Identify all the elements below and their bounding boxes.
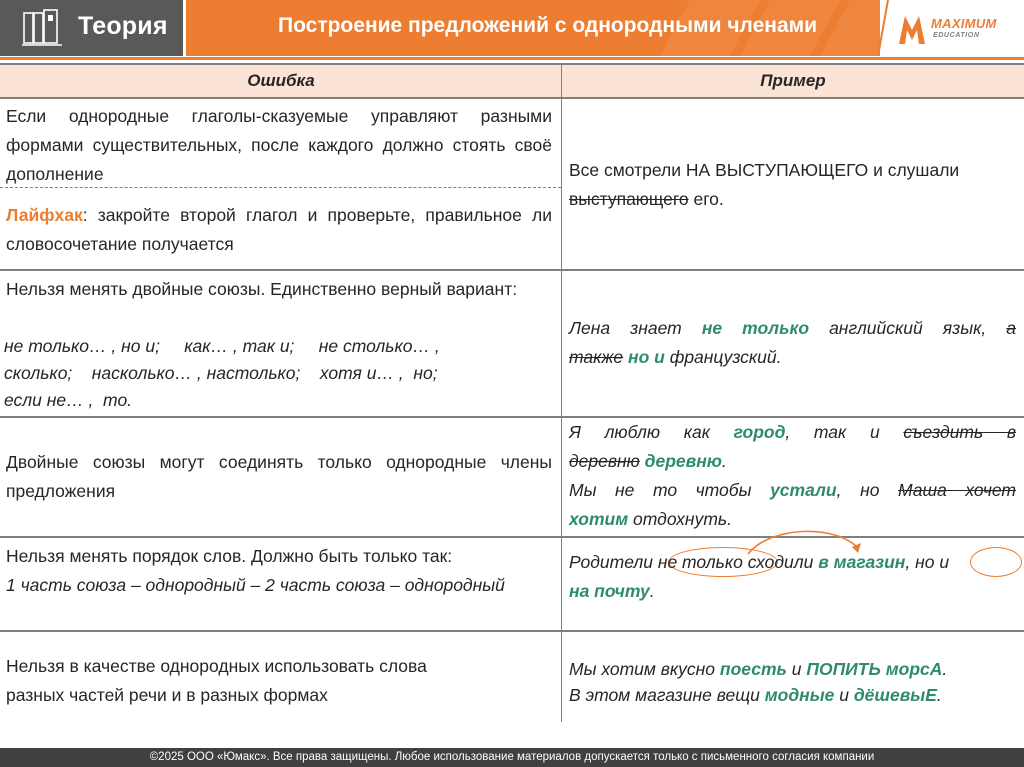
lifehack-text: Лайфхак: закройте второй глагол и проверьте, правильное ли словосочетание получается [6,205,552,254]
copyright-text: ©2025 ООО «Юмакс». Все права защищены. Любое использование материалов допускается только с письменного согласия компании [149,751,875,763]
logo-name: MAXIMUM [931,16,997,31]
books-icon [22,9,62,47]
lifehack-label: Лайфхак [6,205,83,225]
table-row [0,418,1024,538]
example-text-cont: деревню деревню. [569,451,727,471]
example-text-cont: хотим отдохнуть. [569,509,732,529]
rules-table [0,63,1024,722]
column-divider [561,99,562,269]
struck-word: выступающего [569,189,689,209]
logo-mark-icon [895,10,929,48]
logo-subtitle: EDUCATION [933,32,980,39]
page-title: Построение предложений с однородными членами [278,14,818,37]
brand-logo [895,6,1020,52]
column-header-error: Ошибка [247,71,315,90]
header-bar [0,0,1024,58]
example-text: Мы хотим вкусно поесть и ПОПИТЬ морсА. В этом магазине вещи модные и дёшевыЕ. [569,659,948,705]
title-bar [186,0,880,56]
example-text-cont: также но и французский. [569,347,782,367]
section-badge [0,0,183,56]
dashed-separator [0,187,561,188]
column-header-example: Пример [760,71,826,90]
example-text: Я люблю как город, так и съездить в [569,422,1016,442]
example-text: Все смотрели НА ВЫСТУПАЮЩЕГО и слушали выступающего его. [569,160,960,209]
section-label: Теория [78,12,168,40]
column-divider [561,632,562,722]
error-text: Нельзя менять двойные союзы. Единственно верный вариант: [6,279,518,299]
error-text-formula: 1 часть союза – однородный – 2 часть союза – однородный [6,575,505,595]
table-row [0,538,1024,632]
header-divider [876,0,890,56]
example-text: Лена знает не только английский язык, а [569,318,1017,338]
column-divider [561,418,562,536]
column-divider [561,271,562,416]
footer-bar [0,748,1024,767]
table-row [0,99,1024,271]
example-text: Родители не только сходили в магазин, но и [569,552,950,572]
example-text-cont: на почту. [569,581,655,601]
column-divider [561,538,562,630]
header-rule [0,57,1024,60]
error-text: Нельзя менять порядок слов. Должно быть только так: [6,546,453,566]
table-row [0,271,1024,418]
error-text: Если однородные глаголы-сказуемые управляют разными формами существительных, после каждого должно стоять своё дополнение [6,106,552,184]
table-row [0,632,1024,722]
union-list: не только… , но и; как… , так и; не столько… , сколько; насколько… , настолько; хотя и… , но; если не… , то. [4,336,440,410]
error-text: Двойные союзы могут соединять только однородные члены предложения [6,452,552,501]
example-text: Мы не то чтобы устали, но Маша хочет [569,480,1016,500]
error-text: Нельзя в качестве однородных использовать слова разных частей речи и в разных формах [6,656,427,705]
table-header [0,65,1024,99]
